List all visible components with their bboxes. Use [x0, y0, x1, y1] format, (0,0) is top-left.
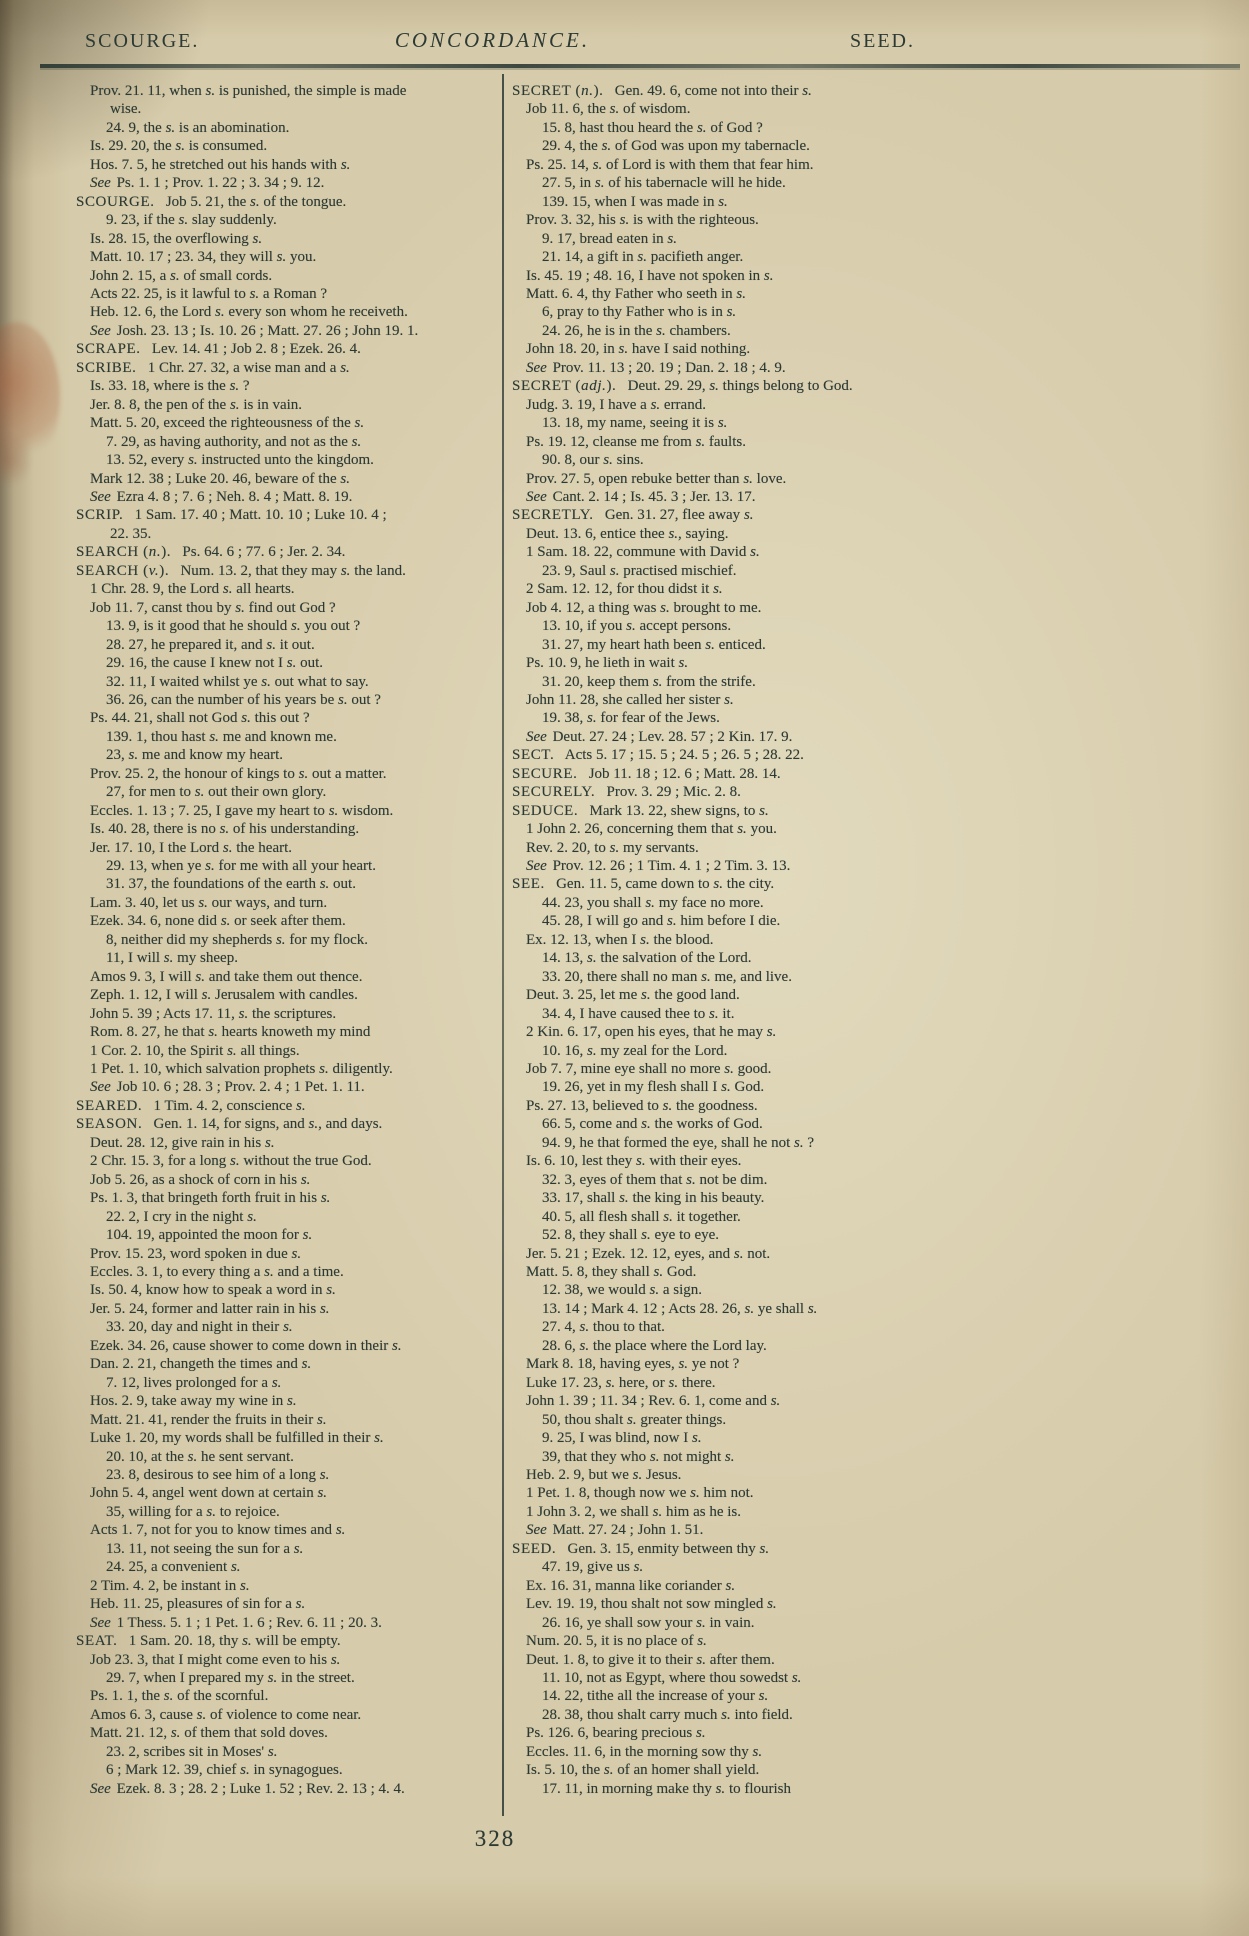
see-reference-label: See	[526, 359, 547, 376]
entry-line: Eccles. 3. 1, to every thing a s. and a time.	[90, 1264, 344, 1280]
entry-line: Heb. 2. 9, but we s. Jesus.	[526, 1466, 682, 1483]
entry-line: Is. 29. 20, the s. is consumed.	[90, 138, 268, 155]
entry-line: Eccles. 11. 6, in the morning sow thy s.	[526, 1743, 763, 1760]
entry-line: Amos 6. 3, cause s. of violence to come near.	[90, 1706, 362, 1723]
entry-line: 23. 8, desirous to see him of a long s.	[106, 1466, 330, 1483]
entry-line: 28. 27, he prepared it, and s. it out.	[106, 636, 315, 653]
entry-headword-line: SECT. Acts 5. 17 ; 15. 5 ; 24. 5 ; 26. 5 ; 28. 22.	[512, 747, 804, 764]
entry-line: 139. 1, thou hast s. me and known me.	[106, 728, 337, 745]
entry-line: Ps. 1. 3, that bringeth forth fruit in his s.	[90, 1190, 331, 1207]
entry-line: 47. 19, give us s.	[542, 1559, 644, 1576]
entry-line: 27, for men to s. out their own glory.	[106, 784, 327, 801]
entry-headword: SEED.	[512, 1540, 557, 1557]
entry-line: 13. 52, every s. instructed unto the kingdom.	[106, 452, 374, 469]
entry-line: Lev. 19. 19, thou shalt not sow mingled s.	[526, 1596, 777, 1613]
entry-line: Ps. 1. 1, the s. of the scornful.	[90, 1688, 269, 1705]
entry-line: See Prov. 11. 13 ; 20. 19 ; Dan. 2. 18 ; 4. 9.	[526, 359, 786, 376]
header-rule	[40, 64, 1240, 68]
entry-line: Matt. 10. 17 ; 23. 34, they will s. you.	[90, 249, 317, 266]
entry-line: 24. 9, the s. is an abomination.	[106, 119, 290, 136]
entry-line: See Matt. 27. 24 ; John 1. 51.	[526, 1522, 704, 1539]
entry-headword: SECURE.	[512, 765, 578, 782]
entry-line: 1 Sam. 18. 22, commune with David s.	[526, 544, 760, 561]
entry-line: 13. 14 ; Mark 4. 12 ; Acts 28. 26, s. ye shall s.	[542, 1300, 818, 1317]
entry-headword-line: SECRETLY. Gen. 31. 27, flee away s.	[512, 507, 754, 524]
entry-line: Num. 20. 5, it is no place of s.	[526, 1633, 707, 1650]
running-head-title: CONCORDANCE.	[394, 28, 591, 52]
entry-line: 2 Kin. 6. 17, open his eyes, that he may s.	[526, 1024, 777, 1041]
see-reference-label: See	[90, 1079, 111, 1096]
entry-line: 28. 6, s. the place where the Lord lay.	[542, 1337, 767, 1354]
entry-line: Ezek. 34. 6, none did s. or seek after them.	[90, 913, 346, 930]
entry-line: Luke 17. 23, s. here, or s. there.	[526, 1374, 716, 1391]
entry-line: Deut. 3. 25, let me s. the good land.	[526, 987, 740, 1004]
entry-headword-line: SEE. Gen. 11. 5, came down to s. the city.	[512, 876, 775, 893]
entry-headword-line: SECRET (n.). Gen. 49. 6, come not into their s.	[512, 83, 812, 99]
entry-headword: SEARED.	[76, 1097, 143, 1114]
entry-headword-line: SEED. Gen. 3. 15, enmity between thy s.	[512, 1540, 770, 1557]
entry-line: 11. 10, not as Egypt, where thou sowedst s.	[542, 1669, 802, 1686]
entry-line: 1 Pet. 1. 10, which salvation prophets s. diligently.	[90, 1061, 393, 1078]
entry-line: 1 Pet. 1. 8, though now we s. him not.	[526, 1485, 754, 1502]
entry-line: Job 11. 6, the s. of wisdom.	[526, 101, 691, 118]
entry-headword: SEASON.	[76, 1116, 143, 1133]
entry-line: Ps. 10. 9, he lieth in wait s.	[526, 655, 689, 672]
text-block	[40, 82, 950, 1812]
entry-line: Matt. 6. 4, thy Father who seeth in s.	[526, 285, 746, 302]
entry-line: Matt. 21. 12, s. of them that sold doves.	[90, 1725, 328, 1742]
entry-line: Prov. 27. 5, open rebuke better than s. love.	[526, 470, 787, 487]
entry-line: See Prov. 12. 26 ; 1 Tim. 4. 1 ; 2 Tim. 3. 13.	[526, 858, 791, 875]
entry-line: 6, pray to thy Father who is in s.	[542, 304, 737, 321]
entry-line: 13. 9, is it good that he should s. you out ?	[106, 618, 361, 635]
entry-line: Lam. 3. 40, let us s. our ways, and turn.	[90, 894, 328, 911]
entry-headword-line: SECRET (adj.). Deut. 29. 29, s. things belong to God.	[512, 378, 853, 395]
entry-line: 10. 16, s. my zeal for the Lord.	[542, 1042, 728, 1059]
entry-line: 14. 13, s. the salvation of the Lord.	[542, 950, 752, 967]
entry-line: 9. 17, bread eaten in s.	[542, 230, 677, 247]
entry-line: 29. 16, the cause I knew not I s. out.	[106, 655, 324, 672]
entry-line: See 1 Thess. 5. 1 ; 1 Pet. 1. 6 ; Rev. 6. 11 ; 20. 3.	[90, 1614, 382, 1631]
entry-line: Mark 8. 18, having eyes, s. ye not ?	[526, 1356, 740, 1373]
column-divider	[502, 74, 504, 1816]
entry-line: See Ezra 4. 8 ; 7. 6 ; Neh. 8. 4 ; Matt. 8. 19.	[90, 488, 353, 505]
entry-line: 32. 11, I waited whilst ye s. out what to say.	[106, 673, 369, 690]
entry-line: 32. 3, eyes of them that s. not be dim.	[542, 1171, 768, 1188]
entry-headword: SCRIBE.	[76, 359, 137, 376]
entry-line: Prov. 3. 32, his s. is with the righteous.	[526, 212, 759, 229]
entry-line: Job 7. 7, mine eye shall no more s. good.	[526, 1061, 772, 1078]
entry-line: Ps. 27. 13, believed to s. the goodness.	[526, 1097, 758, 1114]
entry-line: Rev. 2. 20, to s. my servants.	[526, 839, 699, 856]
entry-line: 31. 27, my heart hath been s. enticed.	[542, 636, 766, 653]
entry-line: Hos. 7. 5, he stretched out his hands with s.	[90, 156, 351, 173]
entry-line: 50, thou shalt s. greater things.	[542, 1411, 727, 1428]
entry-line: Is. 5. 10, the s. of an homer shall yield.	[526, 1762, 760, 1779]
entry-line: Deut. 13. 6, entice thee s., saying.	[526, 525, 729, 542]
entry-line: Jer. 5. 21 ; Ezek. 12. 12, eyes, and s. not.	[526, 1245, 771, 1262]
entry-line: 66. 5, come and s. the works of God.	[542, 1116, 763, 1133]
entry-line: 26. 16, ye shall sow your s. in vain.	[542, 1614, 755, 1631]
entry-line: Is. 50. 4, know how to speak a word in s.	[90, 1282, 336, 1299]
entry-line: 45. 28, I will go and s. him before I die.	[542, 913, 781, 930]
entry-line: Ezek. 34. 26, cause shower to come down in their s.	[90, 1337, 402, 1354]
entry-line: Hos. 2. 9, take away my wine in s.	[90, 1393, 297, 1410]
entry-line: Ex. 12. 13, when I s. the blood.	[526, 931, 714, 948]
entry-line: Job 5. 26, as a shock of corn in his s.	[90, 1171, 311, 1188]
entry-headword: SECRETLY.	[512, 507, 594, 524]
entry-headword: SECRET (adj.).	[512, 378, 617, 395]
entry-headword: SEDUCE.	[512, 802, 579, 819]
entry-line: 90. 8, our s. sins.	[542, 452, 644, 469]
entry-line: 2 Sam. 12. 12, for thou didst it s.	[526, 581, 723, 598]
entry-line: Heb. 12. 6, the Lord s. every son whom he receiveth.	[90, 304, 408, 321]
entry-line: Ps. 19. 12, cleanse me from s. faults.	[526, 433, 746, 450]
entry-line: Is. 28. 15, the overflowing s.	[90, 230, 263, 247]
entry-line: 7. 29, as having authority, and not as the s.	[106, 433, 362, 450]
entry-line: 28. 38, thou shalt carry much s. into field.	[542, 1706, 793, 1723]
entry-line: 39, that they who s. not might s.	[542, 1448, 735, 1465]
entry-line: See Deut. 27. 24 ; Lev. 28. 57 ; 2 Kin. 17. 9.	[526, 728, 793, 745]
entry-line: 31. 37, the foundations of the earth s. out.	[106, 876, 356, 893]
entry-line: 33. 17, shall s. the king in his beauty.	[542, 1190, 765, 1207]
entry-line: Acts 1. 7, not for you to know times and s.	[90, 1522, 346, 1539]
entry-line: John 1. 39 ; 11. 34 ; Rev. 6. 1, come and s.	[526, 1393, 781, 1410]
entry-headword: SECRET (n.).	[512, 83, 604, 99]
entry-line: 104. 19, appointed the moon for s.	[106, 1227, 313, 1244]
entry-line: 7. 12, lives prolonged for a s.	[106, 1374, 282, 1391]
entry-line: Is. 40. 28, there is no s. of his understanding.	[90, 821, 360, 838]
running-head-left: SCOURGE.	[85, 30, 200, 52]
page-header	[40, 28, 945, 62]
entry-headword-line: SEAT. 1 Sam. 20. 18, thy s. will be empty.	[76, 1633, 341, 1650]
entry-line: 1 Chr. 28. 9, the Lord s. all hearts.	[90, 581, 295, 598]
entry-line: 13. 11, not seeing the sun for a s.	[106, 1540, 304, 1557]
entry-line: Mark 12. 38 ; Luke 20. 46, beware of the s.	[90, 470, 350, 487]
entry-headword-line: SEASON. Gen. 1. 14, for signs, and s., and days.	[76, 1116, 383, 1133]
entry-headword: SEAT.	[76, 1633, 118, 1650]
entry-line: 8, neither did my shepherds s. for my flock.	[106, 931, 369, 948]
entry-line: 24. 26, he is in the s. chambers.	[542, 322, 731, 339]
entry-line: Job 4. 12, a thing was s. brought to me.	[526, 599, 762, 616]
entry-line: 11, I will s. my sheep.	[106, 950, 238, 967]
entry-line: Deut. 28. 12, give rain in his s.	[90, 1134, 275, 1151]
entry-headword: SEARCH (v.).	[76, 562, 170, 579]
entry-line: 35, willing for a s. to rejoice.	[106, 1503, 280, 1520]
entry-line: 20. 10, at the s. he sent servant.	[106, 1448, 294, 1465]
column-right	[512, 82, 949, 1812]
entry-headword-line: SCRIP. 1 Sam. 17. 40 ; Matt. 10. 10 ; Luke 10. 4 ;	[76, 507, 387, 524]
entry-line: Ps. 44. 21, shall not God s. this out ?	[90, 710, 310, 727]
entry-line: Is. 33. 18, where is the s. ?	[90, 378, 250, 395]
entry-line: 22. 35.	[110, 525, 152, 542]
entry-line: Job 11. 7, canst thou by s. find out God ?	[90, 599, 336, 616]
see-reference-label: See	[526, 1522, 547, 1539]
entry-line: 24. 25, a convenient s.	[106, 1559, 241, 1576]
entry-line: Matt. 5. 8, they shall s. God.	[526, 1264, 697, 1280]
entry-line: Zeph. 1. 12, I will s. Jerusalem with candles.	[90, 987, 358, 1004]
entry-line: 1 Cor. 2. 10, the Spirit s. all things.	[90, 1042, 300, 1059]
entry-headword-line: SEARED. 1 Tim. 4. 2, conscience s.	[76, 1097, 306, 1114]
entry-line: Rom. 8. 27, he that s. hearts knoweth my mind	[90, 1024, 371, 1041]
entry-headword-line: SECURE. Job 11. 18 ; 12. 6 ; Matt. 28. 14.	[512, 765, 781, 782]
entry-headword-line: SECURELY. Prov. 3. 29 ; Mic. 2. 8.	[512, 784, 741, 801]
column-left	[76, 82, 538, 1812]
see-reference-label: See	[90, 322, 111, 339]
entry-line: Dan. 2. 21, changeth the times and s.	[90, 1356, 312, 1373]
see-reference-label: See	[90, 1614, 111, 1631]
entry-line: 1 John 2. 26, concerning them that s. you.	[526, 821, 777, 838]
entry-line: 6 ; Mark 12. 39, chief s. in synagogues.	[106, 1762, 343, 1779]
entry-line: John 18. 20, in s. have I said nothing.	[526, 341, 751, 358]
entry-headword: SEARCH (n.).	[76, 544, 172, 561]
entry-line: 27. 5, in s. of his tabernacle will he hide.	[542, 175, 786, 192]
entry-headword-line: SEARCH (n.). Ps. 64. 6 ; 77. 6 ; Jer. 2. 34.	[76, 544, 346, 561]
entry-line: 22. 2, I cry in the night s.	[106, 1208, 257, 1225]
entry-line: 29. 4, the s. of God was upon my tabernacle.	[542, 138, 810, 155]
entry-line: Eccles. 1. 13 ; 7. 25, I gave my heart to s. wisdom.	[90, 802, 394, 819]
entry-line: Prov. 21. 11, when s. is punished, the simple is made	[90, 83, 407, 99]
entry-headword: SECT.	[512, 747, 555, 764]
entry-line: wise.	[110, 101, 142, 118]
entry-line: Prov. 25. 2, the honour of kings to s. out a matter.	[90, 765, 387, 782]
entry-line: 14. 22, tithe all the increase of your s.	[542, 1688, 769, 1705]
entry-line: 2 Tim. 4. 2, be instant in s.	[90, 1577, 250, 1594]
entry-line: Matt. 21. 41, render the fruits in their s.	[90, 1411, 327, 1428]
entry-line: 23, s. me and know my heart.	[106, 747, 284, 764]
entry-line: 13. 18, my name, seeing it is s.	[542, 415, 728, 432]
entry-line: 9. 23, if the s. slay suddenly.	[106, 212, 277, 229]
entry-line: Deut. 1. 8, to give it to their s. after them.	[526, 1651, 775, 1668]
entry-line: See Josh. 23. 13 ; Is. 10. 26 ; Matt. 27. 26 ; John 19. 1.	[90, 322, 419, 339]
entry-line: See Job 10. 6 ; 28. 3 ; Prov. 2. 4 ; 1 Pet. 1. 11.	[90, 1079, 365, 1096]
entry-line: Ps. 25. 14, s. of Lord is with them that fear him.	[526, 156, 814, 173]
entry-line: Matt. 5. 20, exceed the righteousness of the s.	[90, 415, 365, 432]
entry-line: John 5. 39 ; Acts 17. 11, s. the scriptures.	[90, 1005, 337, 1022]
entry-line: Prov. 15. 23, word spoken in due s.	[90, 1245, 302, 1262]
entry-line: John 5. 4, angel went down at certain s.	[90, 1485, 328, 1502]
entry-line: 34. 4, I have caused thee to s. it.	[542, 1005, 735, 1022]
entry-headword: SCRAPE.	[76, 341, 141, 358]
entry-line: 12. 38, we would s. a sign.	[542, 1282, 703, 1299]
entry-line: 19. 38, s. for fear of the Jews.	[542, 710, 720, 727]
entry-line: Amos 9. 3, I will s. and take them out thence.	[90, 968, 363, 985]
entry-line: Heb. 11. 25, pleasures of sin for a s.	[90, 1596, 306, 1613]
entry-line: Jer. 5. 24, former and latter rain in his s.	[90, 1300, 330, 1317]
see-reference-label: See	[90, 488, 111, 505]
entry-line: 17. 11, in morning make thy s. to flourish	[542, 1780, 792, 1797]
entry-line: 33. 20, there shall no man s. me, and live.	[542, 968, 792, 985]
entry-line: 29. 13, when ye s. for me with all your heart.	[106, 858, 376, 875]
entry-line: 9. 25, I was blind, now I s.	[542, 1430, 702, 1447]
entry-headword-line: SEDUCE. Mark 13. 22, shew signs, to s.	[512, 802, 769, 819]
entry-line: 27. 4, s. thou to that.	[542, 1319, 665, 1336]
entry-line: 1 John 3. 2, we shall s. him as he is.	[526, 1503, 742, 1520]
see-reference-label: See	[90, 1780, 111, 1797]
entry-line: 13. 10, if you s. accept persons.	[542, 618, 732, 635]
see-reference-label: See	[526, 728, 547, 745]
page-number: 328	[474, 1826, 516, 1851]
entry-line: 33. 20, day and night in their s.	[106, 1319, 293, 1336]
entry-line: Is. 45. 19 ; 48. 16, I have not spoken in s.	[526, 267, 774, 284]
entry-line: 29. 7, when I prepared my s. in the street.	[106, 1669, 355, 1686]
entry-headword: SCOURGE.	[76, 193, 155, 210]
entry-line: 40. 5, all flesh shall s. it together.	[542, 1208, 741, 1225]
entry-line: Ex. 16. 31, manna like coriander s.	[526, 1577, 736, 1594]
entry-line: See Ezek. 8. 3 ; 28. 2 ; Luke 1. 52 ; Rev. 2. 13 ; 4. 4.	[90, 1780, 405, 1797]
entry-headword: SEE.	[512, 876, 545, 893]
entry-line: 23. 2, scribes sit in Moses' s.	[106, 1743, 278, 1760]
see-reference-label: See	[526, 858, 547, 875]
entry-headword-line: SCRAPE. Lev. 14. 41 ; Job 2. 8 ; Ezek. 26. 4.	[76, 341, 361, 358]
entry-headword-line: SCRIBE. 1 Chr. 27. 32, a wise man and a s.	[76, 359, 350, 376]
entry-line: 36. 26, can the number of his years be s. out ?	[106, 691, 381, 708]
entry-line: 139. 15, when I was made in s.	[542, 193, 728, 210]
entry-line: Jer. 17. 10, I the Lord s. the heart.	[90, 839, 293, 856]
running-head-right: SEED.	[850, 30, 915, 52]
entry-line: 21. 14, a gift in s. pacifieth anger.	[542, 249, 744, 266]
entry-line: 44. 23, you shall s. my face no more.	[542, 894, 764, 911]
entry-line: Job 23. 3, that I might come even to his s.	[90, 1651, 341, 1668]
entry-line: 23. 9, Saul s. practised mischief.	[542, 562, 737, 579]
entry-line: 52. 8, they shall s. eye to eye.	[542, 1227, 720, 1244]
entry-line: Judg. 3. 19, I have a s. errand.	[526, 396, 706, 413]
see-reference-label: See	[90, 175, 111, 192]
entry-line: Acts 22. 25, is it lawful to s. a Roman ?	[90, 285, 328, 302]
entry-line: 31. 20, keep them s. from the strife.	[542, 673, 756, 690]
entry-line: 2 Chr. 15. 3, for a long s. without the true God.	[90, 1153, 372, 1170]
entry-line: See Cant. 2. 14 ; Is. 45. 3 ; Jer. 13. 17.	[526, 488, 756, 505]
entry-headword-line: SEARCH (v.). Num. 13. 2, that they may s. the land.	[76, 562, 406, 579]
entry-line: John 2. 15, a s. of small cords.	[90, 267, 273, 284]
entry-headword-line: SCOURGE. Job 5. 21, the s. of the tongue.	[76, 193, 347, 210]
entry-line: Luke 1. 20, my words shall be fulfilled in their s.	[90, 1430, 384, 1447]
entry-headword: SCRIP.	[76, 507, 124, 524]
see-reference-label: See	[526, 488, 547, 505]
entry-headword: SECURELY.	[512, 784, 596, 801]
entry-line: Ps. 126. 6, bearing precious s.	[526, 1725, 706, 1742]
entry-line: See Ps. 1. 1 ; Prov. 1. 22 ; 3. 34 ; 9. 12.	[90, 175, 325, 192]
entry-line: 94. 9, he that formed the eye, shall he not s. ?	[542, 1134, 815, 1151]
entry-line: Is. 6. 10, lest they s. with their eyes.	[526, 1153, 742, 1170]
entry-line: Jer. 8. 8, the pen of the s. is in vain.	[90, 396, 303, 413]
entry-line: John 11. 28, she called her sister s.	[526, 691, 734, 708]
entry-line: 19. 26, yet in my flesh shall I s. God.	[542, 1079, 765, 1096]
entry-line: 15. 8, hast thou heard the s. of God ?	[542, 119, 763, 136]
